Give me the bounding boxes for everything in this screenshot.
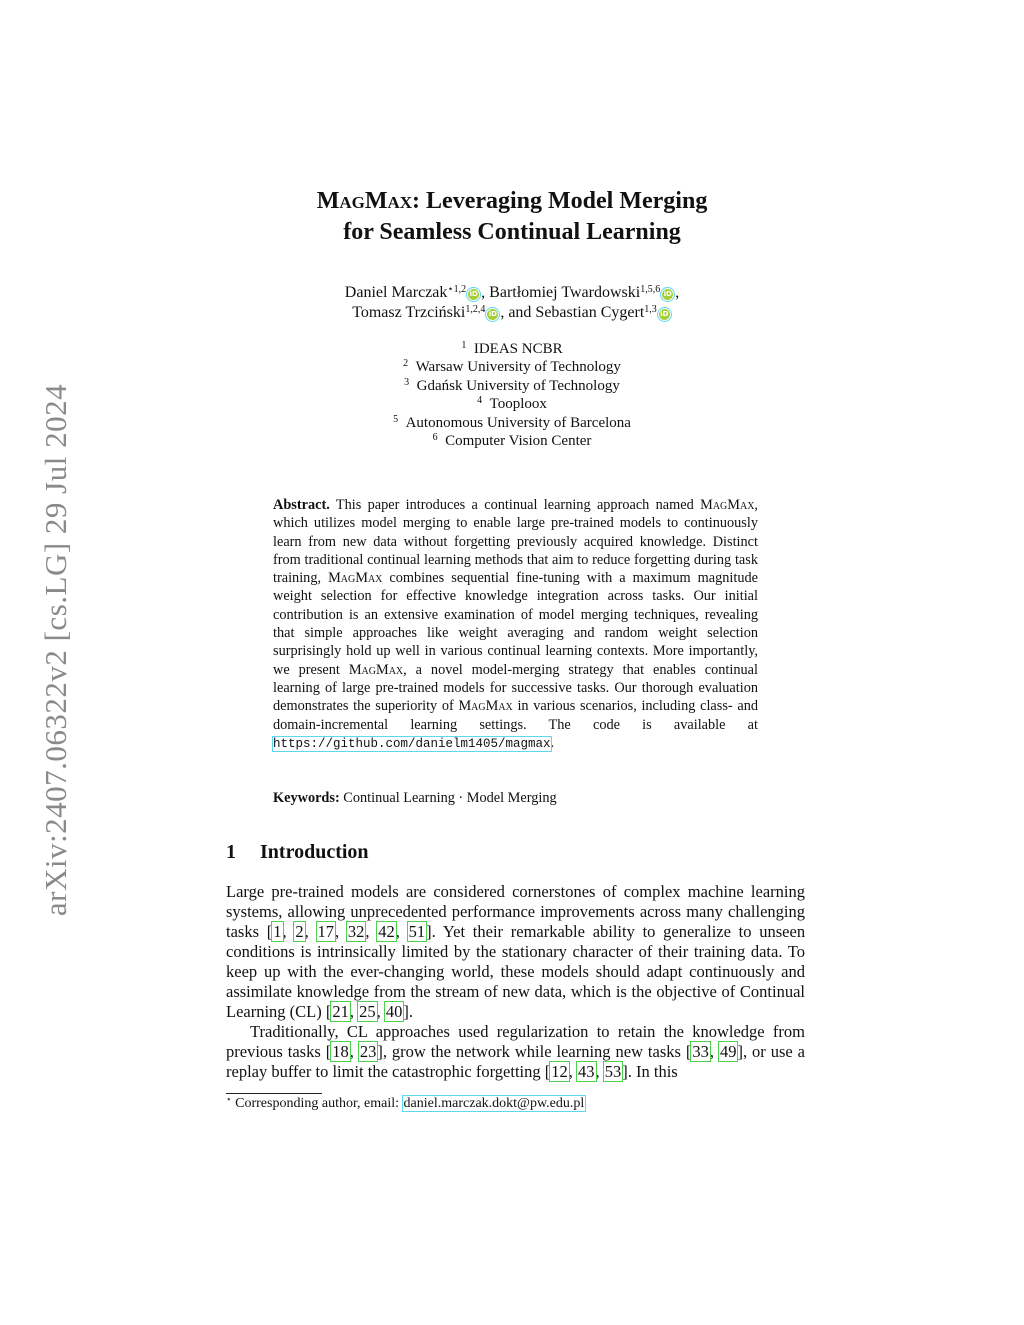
footnote-mark: ⋆ bbox=[226, 1094, 232, 1104]
affiliation-name: Tooploox bbox=[489, 396, 547, 413]
author-name: Sebastian Cygert bbox=[535, 304, 645, 321]
citation-link[interactable]: 2 bbox=[295, 922, 304, 941]
author-marks: 1,5,6 bbox=[640, 284, 661, 295]
body-text: . Yet their remarkable ability to generalize to unseen conditions is intrinsically limited by the stationary character of their training data. To keep up with the ever-changing world, these models should adapt continuously and assimilate knowledge from the stream of new data, which is the objective of Continual Learning (CL) bbox=[226, 922, 806, 1021]
keywords-label: Keywords: bbox=[273, 790, 340, 806]
affiliation-number: 1 bbox=[461, 340, 467, 351]
body-text: . bbox=[408, 1002, 414, 1021]
footnote-rule bbox=[226, 1093, 322, 1094]
abstract-text: in various scenarios, including class- and domain-incremental learning settings. The code is available at bbox=[273, 698, 758, 733]
affiliation-name: Warsaw University of Technology bbox=[415, 359, 621, 376]
arxiv-id: arXiv:2407.06322v2 [cs.LG] 29 Jul 2024 bbox=[38, 383, 73, 917]
keywords-text: Continual Learning · Model Merging bbox=[339, 790, 557, 806]
abstract-text: This paper introduces a continual learning approach named bbox=[329, 497, 701, 513]
affiliation-name: Computer Vision Center bbox=[445, 433, 592, 450]
affiliation-name: Gdańsk University of Technology bbox=[416, 377, 620, 394]
method-name: MagMax bbox=[700, 497, 755, 513]
citation-link[interactable]: 17 bbox=[317, 922, 334, 941]
footnote-text: Corresponding author, email: bbox=[231, 1096, 403, 1111]
section-title: Introduction bbox=[260, 841, 369, 863]
citation-link[interactable]: 51 bbox=[408, 922, 426, 941]
affiliation-number: 6 bbox=[432, 432, 438, 444]
affiliation bbox=[0, 358, 1024, 376]
body-text: Large pre-trained models are considered cornerstones of complex machine learning systems, allowing unprecedented performance improvements across many challenging tasks bbox=[226, 882, 805, 941]
citation-group: [21, 25, 40] bbox=[325, 1002, 409, 1021]
citation-link[interactable]: 12 bbox=[551, 1062, 568, 1081]
orcid-icon[interactable]: iD bbox=[469, 290, 478, 298]
section-number: 1 bbox=[226, 841, 236, 863]
citation-link[interactable]: 32 bbox=[347, 922, 365, 941]
citation-link[interactable]: 53 bbox=[604, 1062, 622, 1081]
body-text: , or use a replay buffer to limit the catastrophic forgetting bbox=[226, 1042, 806, 1081]
citation-group: [1, 2, 17, 32, 42, 51] bbox=[266, 922, 432, 941]
citation-link[interactable]: 23 bbox=[359, 1042, 377, 1061]
author-separator: , bbox=[481, 284, 490, 301]
affiliation bbox=[0, 377, 1024, 395]
author-separator: , and bbox=[500, 304, 536, 321]
body-text: Traditionally, CL approaches used regularization to retain the knowledge from previous tasks bbox=[226, 1022, 805, 1061]
citation-link[interactable]: 33 bbox=[692, 1042, 709, 1061]
citation-group: [33, 49] bbox=[685, 1042, 743, 1061]
affiliation bbox=[0, 414, 1024, 432]
citation-link[interactable]: 18 bbox=[332, 1042, 349, 1061]
author-marks: 1,2,4 bbox=[465, 304, 486, 315]
author-separator: , bbox=[675, 284, 680, 301]
affiliation-name: Autonomous University of Barcelona bbox=[405, 414, 631, 431]
email-link[interactable]: daniel.marczak.dokt@pw.edu.pl bbox=[403, 1096, 585, 1111]
citation-link[interactable]: 40 bbox=[385, 1002, 403, 1021]
method-name: MagMax bbox=[458, 698, 513, 715]
author-list bbox=[0, 283, 1024, 323]
section-heading bbox=[226, 840, 369, 864]
author-name: Daniel Marczak bbox=[344, 284, 448, 301]
author-name: Tomasz Trzciński bbox=[352, 304, 466, 321]
affiliation-number: 5 bbox=[393, 413, 399, 425]
paragraph bbox=[226, 882, 805, 1022]
citation-link[interactable]: 43 bbox=[578, 1062, 595, 1081]
method-name: MagMax bbox=[348, 661, 404, 678]
abstract-text: combines sequential fine-tuning with a maximum magnitude weight selection for effective knowledge integration across tasks. Our initial contribution is an extensive examination of model merging techniques, revealing that simple approaches like weight averaging and random weight selection surprisingly hold up well in various continual learning contexts. More importantly, we present bbox=[273, 570, 758, 678]
citation-link[interactable]: 42 bbox=[378, 922, 395, 941]
citation-group: [12, 43, 53] bbox=[544, 1062, 628, 1081]
code-url-link[interactable]: https://github.com/danielm1405/magmax bbox=[273, 736, 551, 751]
affiliation bbox=[0, 432, 1024, 450]
citation-link[interactable]: 25 bbox=[359, 1002, 376, 1021]
author-marks: ⋆1,2 bbox=[447, 284, 467, 295]
body-text: , grow the network while learning new tasks bbox=[382, 1042, 686, 1061]
orcid-icon[interactable]: iD bbox=[660, 310, 669, 318]
footnote bbox=[226, 1095, 585, 1113]
citation-link[interactable]: 21 bbox=[332, 1002, 349, 1021]
paragraph bbox=[226, 1022, 805, 1082]
orcid-icon[interactable]: iD bbox=[663, 290, 672, 298]
affiliation-number: 3 bbox=[404, 376, 410, 388]
method-name: MagMax bbox=[328, 570, 383, 587]
abstract bbox=[273, 496, 758, 753]
abstract-text: . bbox=[550, 734, 555, 751]
affiliation-number: 4 bbox=[477, 395, 483, 407]
affiliation bbox=[0, 395, 1024, 413]
title-line1-rest: : Leveraging Model Merging bbox=[412, 188, 708, 214]
citation-link[interactable]: 49 bbox=[719, 1042, 737, 1061]
affiliation-number: 2 bbox=[403, 358, 409, 370]
abstract-text: , a novel model-merging strategy that enables continual learning of large pre-trained models for successive tasks. Our thorough evaluation demonstrates the superiority of bbox=[273, 661, 758, 715]
introduction-body bbox=[226, 882, 805, 1082]
affiliation bbox=[0, 340, 1024, 358]
body-text: . In this bbox=[627, 1062, 678, 1081]
title-method-name: MagMax bbox=[316, 188, 413, 214]
paper-title bbox=[0, 186, 1024, 248]
title-line2: for Seamless Continual Learning bbox=[343, 219, 681, 245]
orcid-icon[interactable]: iD bbox=[488, 310, 497, 318]
affiliation-name: IDEAS NCBR bbox=[473, 341, 563, 357]
keywords bbox=[273, 789, 758, 807]
abstract-text: , which utilizes model merging to enable large pre-trained models to continuously learn from new data without forgetting previously acquired knowledge. Distinct from traditional continual learning methods that aim to reduce forgetting during task training, bbox=[273, 497, 758, 587]
author-name: Bartłomiej Twardowski bbox=[489, 284, 641, 301]
author-marks: 1,3 bbox=[644, 304, 657, 315]
abstract-label: Abstract. bbox=[273, 497, 330, 513]
citation-group: [18, 23] bbox=[325, 1042, 383, 1061]
affiliation-list bbox=[0, 340, 1024, 450]
citation-link[interactable]: 1 bbox=[273, 922, 282, 941]
